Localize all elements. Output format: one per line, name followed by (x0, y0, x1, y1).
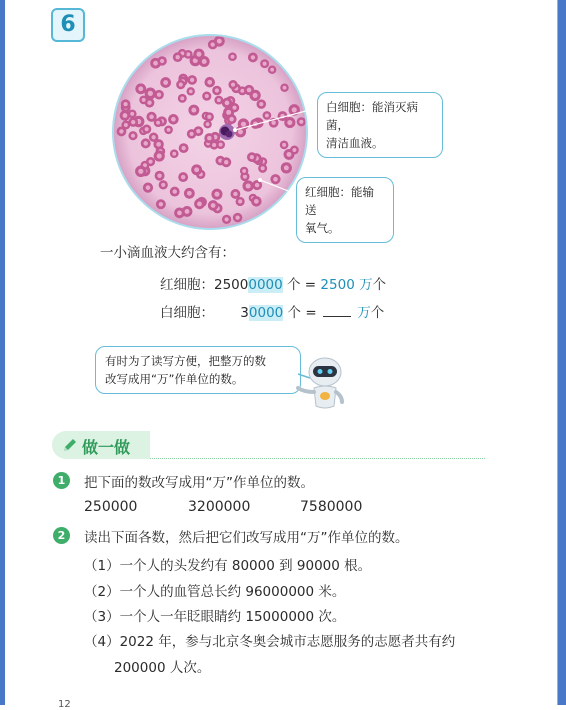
white-cell-result-suffix: 个 (370, 305, 385, 321)
page-number: 12 (58, 699, 71, 710)
red-cell-label: 红细胞： (160, 277, 214, 293)
page-frame-right (558, 0, 566, 705)
red-blood-cell-center (160, 59, 164, 63)
red-blood-cell-center (254, 199, 259, 204)
red-blood-cell-center (138, 169, 143, 174)
q1-value-1: 250000 (84, 499, 138, 515)
red-blood-cell-center (259, 102, 263, 106)
red-blood-cell-center (231, 55, 235, 59)
q1-value-2: 3200000 (188, 499, 251, 515)
red-blood-cell-center (172, 152, 176, 156)
question-1-number: 1 (53, 472, 70, 489)
red-blood-cell-center (131, 120, 135, 124)
red-cell-callout-line1: 红细胞：能输送 (305, 185, 374, 217)
q2-item-1: （1）一个人的头发约有 80000 到 90000 根。 (84, 558, 372, 574)
tip-line1: 有时为了读写方便，把整万的数 (105, 354, 266, 368)
red-blood-cell-center (196, 52, 201, 57)
red-blood-cell-center (189, 89, 193, 93)
red-blood-cell-center (159, 202, 163, 206)
red-blood-cell-center (282, 143, 286, 147)
red-blood-cell-center (255, 183, 260, 188)
red-blood-cell-center (179, 83, 183, 87)
red-blood-cell-center (241, 122, 246, 127)
red-blood-cell-center (251, 55, 255, 59)
q2-item-4-continued: 200000 人次。 (114, 660, 211, 676)
red-blood-cell-center (149, 115, 154, 120)
white-cell-callout (317, 92, 443, 158)
answer-blank[interactable] (323, 304, 351, 317)
red-cell-callout-line2: 氧气。 (305, 221, 340, 235)
red-blood-cell-center (177, 210, 182, 215)
red-blood-cell-center (149, 160, 153, 164)
red-blood-cell-center (190, 78, 194, 82)
white-cell-result-unit: 万 (357, 305, 371, 321)
red-blood-cell-center (205, 94, 209, 98)
red-blood-cell-center (238, 129, 243, 134)
white-cell-callout-line1: 白细胞：能消灭病菌， (326, 100, 418, 132)
red-blood-cell-center (219, 143, 223, 147)
white-cell-row (160, 301, 384, 321)
red-blood-cell-center (157, 93, 161, 97)
red-blood-cell-center (215, 88, 219, 92)
red-blood-cell-center (232, 106, 236, 110)
tip-line2: 改写成用“万”作单位的数。 (105, 372, 244, 386)
red-blood-cell-center (156, 142, 161, 147)
red-blood-cell-center (123, 102, 127, 106)
red-blood-cell-center (161, 183, 165, 187)
red-blood-cell-center (229, 117, 233, 121)
red-blood-cell-center (189, 132, 193, 136)
red-blood-cell-center (299, 120, 303, 124)
robot-mascot-icon (292, 352, 354, 412)
red-blood-cell-center (292, 107, 297, 112)
white-blood-cell (219, 124, 235, 140)
red-blood-cell-center (167, 128, 171, 132)
red-blood-cell-center (147, 101, 151, 105)
red-blood-cell-center (287, 152, 292, 157)
white-cell-unit: 个 = (287, 305, 317, 321)
red-blood-cell-center (246, 183, 251, 188)
red-blood-cell-center (152, 135, 156, 139)
red-blood-cell-center (206, 122, 210, 126)
red-blood-cell-center (194, 167, 199, 172)
red-blood-cell-center (180, 96, 184, 100)
red-blood-cell-center (202, 59, 207, 64)
q2-item-2: （2）一个人的血管总长约 96000000 米。 (84, 584, 346, 600)
red-blood-cell-center (123, 113, 128, 118)
q1-value-3: 7580000 (300, 499, 363, 515)
red-blood-cell-center (292, 148, 296, 152)
red-blood-cell-center (211, 203, 216, 208)
red-blood-cell-center (238, 199, 242, 203)
red-blood-cell-center (253, 93, 258, 98)
red-cell-result-suffix: 个 (372, 277, 387, 293)
red-blood-cell-center (287, 120, 292, 125)
section-divider (150, 458, 485, 459)
red-blood-cell-center (171, 117, 176, 122)
red-blood-cell-center (124, 123, 128, 127)
red-cell-row (160, 273, 386, 293)
red-blood-cell-center (142, 98, 146, 102)
intro-text: 一小滴血液大约含有： (100, 245, 235, 261)
red-blood-cell-center (157, 154, 162, 159)
white-cell-callout-line2: 清洁血液。 (326, 136, 384, 150)
red-blood-cell-center (181, 175, 185, 179)
blood-cell-microscope-image (110, 32, 310, 232)
page-frame-left (0, 0, 5, 705)
q2-item-3: （3）一个人一年眨眼睛约 15000000 次。 (84, 609, 346, 625)
red-blood-cell-center (273, 177, 278, 182)
red-blood-cell-center (207, 136, 212, 141)
red-blood-cell-center (191, 108, 196, 113)
red-blood-cell-center (270, 68, 274, 72)
red-blood-cell-center (146, 185, 151, 190)
white-cell-label: 白细胞： (160, 305, 214, 321)
red-blood-cell-center (250, 155, 254, 159)
red-cell-result-unit: 万 (359, 277, 373, 293)
red-blood-cell-center (157, 173, 161, 177)
red-blood-cell-center (233, 192, 237, 196)
red-blood-cell-center (119, 129, 123, 133)
red-blood-cell-center (225, 217, 229, 221)
red-blood-cell-center (207, 80, 212, 85)
q2-item-4: （4）2022 年，参与北京冬奥会城市志愿服务的志愿者共有约 (84, 634, 456, 650)
question-2-number: 2 (53, 527, 70, 544)
red-cell-result: 2500 (320, 277, 355, 293)
red-blood-cell-center (156, 121, 160, 125)
red-blood-cell-center (163, 80, 168, 85)
red-cell-number-head: 2500 (214, 277, 249, 293)
red-blood-cell-center (138, 86, 143, 91)
red-blood-cell-center (131, 134, 135, 138)
red-blood-cell-center (243, 175, 247, 179)
red-blood-cell-center (265, 114, 269, 118)
red-blood-cell-center (197, 201, 202, 206)
tip-bubble (95, 346, 301, 394)
red-blood-cell-center (284, 165, 289, 170)
question-2-text: 读出下面各数，然后把它们改写成用“万”作单位的数。 (84, 530, 409, 546)
red-blood-cell-center (130, 112, 134, 116)
red-blood-cell-center (181, 146, 185, 150)
red-blood-cell-center (186, 52, 190, 56)
red-blood-cell-center (212, 143, 216, 147)
question-1-text: 把下面的数改写成用“万”作单位的数。 (84, 475, 314, 491)
red-blood-cell-center (283, 86, 287, 90)
red-blood-cell-center (231, 83, 235, 87)
lesson-number-badge: 6 (51, 8, 85, 42)
red-blood-cell-center (196, 129, 200, 133)
red-blood-cell-center (217, 98, 221, 102)
red-cell-callout (296, 177, 394, 243)
red-blood-cell-center (173, 189, 177, 193)
red-blood-cell-center (214, 192, 219, 197)
red-blood-cell-center (247, 88, 252, 93)
red-blood-cell-center (187, 191, 192, 196)
red-blood-cell-center (148, 91, 153, 96)
section-title: 做一做 (82, 438, 131, 457)
red-blood-cell-center (235, 215, 239, 219)
red-blood-cell-center (240, 89, 244, 93)
red-blood-cell-center (261, 166, 265, 170)
red-blood-cell-center (224, 160, 228, 164)
red-blood-cell-center (242, 169, 246, 173)
red-blood-cell-center (225, 101, 230, 106)
red-blood-cell-center (207, 115, 211, 119)
red-cell-unit: 个 = (287, 277, 317, 293)
red-blood-cell-center (226, 110, 231, 115)
red-blood-cell-center (271, 121, 275, 125)
page-frame-right-line (557, 0, 558, 705)
red-blood-cell-center (185, 209, 190, 214)
red-blood-cell-center (145, 127, 149, 131)
white-cell-number-tail: 0000 (248, 305, 284, 321)
red-blood-cell-center (217, 39, 222, 44)
red-cell-number-tail: 0000 (248, 277, 283, 293)
red-blood-cell-center (143, 141, 147, 145)
red-blood-cell-center (176, 55, 180, 59)
pencil-icon (62, 437, 78, 453)
white-cell-number-head: 3 (240, 305, 249, 321)
red-blood-cell-center (263, 62, 267, 66)
red-blood-cell-center (153, 61, 158, 66)
